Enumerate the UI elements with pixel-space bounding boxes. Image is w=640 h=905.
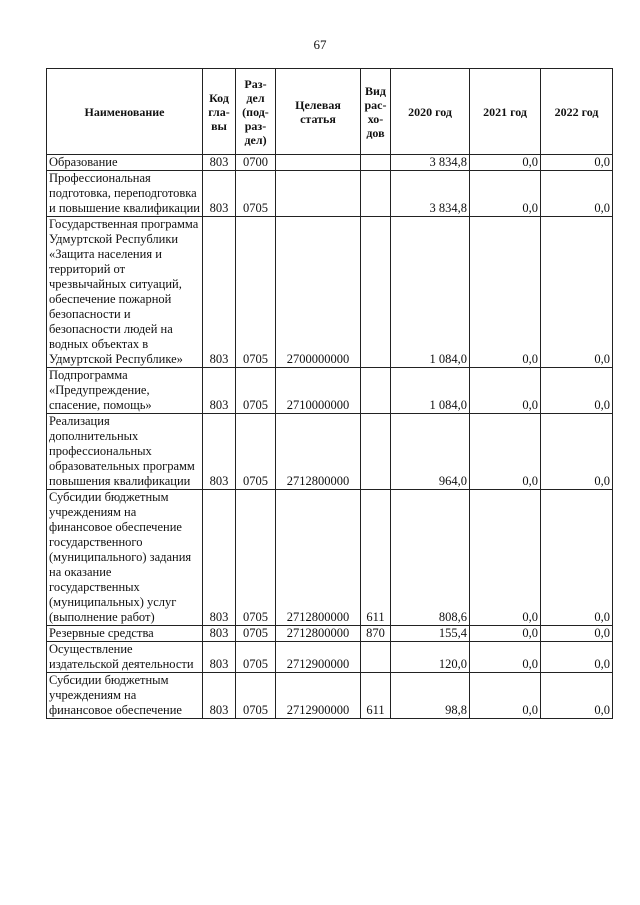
budget-table bbox=[46, 68, 613, 719]
cell-target bbox=[276, 171, 361, 217]
table-row bbox=[47, 217, 613, 368]
cell-section: 0705 bbox=[236, 217, 276, 368]
cell-2022: 0,0 bbox=[541, 673, 613, 719]
cell-2021: 0,0 bbox=[470, 673, 541, 719]
cell-code: 803 bbox=[203, 217, 236, 368]
cell-2021: 0,0 bbox=[470, 171, 541, 217]
cell-target: 2712800000 bbox=[276, 626, 361, 642]
cell-name: Субсидии бюджетным учреждениям на финансовое обеспечение государственного (муниципального) задания на оказание государственных (муниципальных) услуг (выполнение работ) bbox=[47, 490, 203, 626]
cell-target: 2700000000 bbox=[276, 217, 361, 368]
cell-2021: 0,0 bbox=[470, 642, 541, 673]
header-type: Вид рас-хо-дов bbox=[361, 69, 391, 155]
cell-type bbox=[361, 155, 391, 171]
cell-2020: 964,0 bbox=[391, 414, 470, 490]
cell-name: Реализация дополнительных профессиональных образовательных программ повышения квалификации bbox=[47, 414, 203, 490]
cell-target bbox=[276, 155, 361, 171]
table-row bbox=[47, 414, 613, 490]
cell-type: 611 bbox=[361, 490, 391, 626]
cell-section: 0705 bbox=[236, 368, 276, 414]
cell-section: 0705 bbox=[236, 626, 276, 642]
cell-section: 0705 bbox=[236, 673, 276, 719]
cell-2021: 0,0 bbox=[470, 368, 541, 414]
cell-code: 803 bbox=[203, 368, 236, 414]
table-row bbox=[47, 171, 613, 217]
cell-code: 803 bbox=[203, 155, 236, 171]
table-row bbox=[47, 673, 613, 719]
cell-code: 803 bbox=[203, 490, 236, 626]
header-section: Раз-дел (под-раз-дел) bbox=[236, 69, 276, 155]
cell-2021: 0,0 bbox=[470, 626, 541, 642]
header-code: Код гла-вы bbox=[203, 69, 236, 155]
table-row bbox=[47, 155, 613, 171]
table-row bbox=[47, 642, 613, 673]
header-2020: 2020 год bbox=[391, 69, 470, 155]
cell-section: 0705 bbox=[236, 414, 276, 490]
cell-code: 803 bbox=[203, 673, 236, 719]
cell-target: 2712800000 bbox=[276, 414, 361, 490]
cell-2022: 0,0 bbox=[541, 171, 613, 217]
cell-name: Образование bbox=[47, 155, 203, 171]
cell-2020: 98,8 bbox=[391, 673, 470, 719]
cell-type: 611 bbox=[361, 673, 391, 719]
table-row bbox=[47, 368, 613, 414]
cell-name: Резервные средства bbox=[47, 626, 203, 642]
cell-name: Подпрограмма «Предупреждение, спасение, помощь» bbox=[47, 368, 203, 414]
cell-code: 803 bbox=[203, 414, 236, 490]
cell-type bbox=[361, 368, 391, 414]
cell-2020: 155,4 bbox=[391, 626, 470, 642]
cell-name: Осуществление издательской деятельности bbox=[47, 642, 203, 673]
cell-2021: 0,0 bbox=[470, 217, 541, 368]
cell-2021: 0,0 bbox=[470, 155, 541, 171]
cell-2021: 0,0 bbox=[470, 414, 541, 490]
cell-2020: 1 084,0 bbox=[391, 368, 470, 414]
cell-2020: 120,0 bbox=[391, 642, 470, 673]
page-number: 67 bbox=[313, 37, 327, 52]
cell-target: 2712800000 bbox=[276, 490, 361, 626]
cell-2022: 0,0 bbox=[541, 155, 613, 171]
cell-target: 2710000000 bbox=[276, 368, 361, 414]
cell-section: 0705 bbox=[236, 642, 276, 673]
cell-2020: 3 834,8 bbox=[391, 171, 470, 217]
cell-type bbox=[361, 171, 391, 217]
cell-target: 2712900000 bbox=[276, 642, 361, 673]
cell-2020: 3 834,8 bbox=[391, 155, 470, 171]
cell-target: 2712900000 bbox=[276, 673, 361, 719]
cell-2021: 0,0 bbox=[470, 490, 541, 626]
cell-2022: 0,0 bbox=[541, 626, 613, 642]
cell-type bbox=[361, 217, 391, 368]
cell-code: 803 bbox=[203, 626, 236, 642]
cell-2020: 1 084,0 bbox=[391, 217, 470, 368]
cell-name: Субсидии бюджетным учреждениям на финансовое обеспечение bbox=[47, 673, 203, 719]
cell-name: Государственная программа Удмуртской Республики «Защита населения и территорий от чрезвычайных ситуаций, обеспечение пожарной безопасности и безопасности людей на водных объектах в Удмуртской Республике» bbox=[47, 217, 203, 368]
cell-section: 0700 bbox=[236, 155, 276, 171]
cell-type bbox=[361, 414, 391, 490]
cell-2022: 0,0 bbox=[541, 414, 613, 490]
cell-2022: 0,0 bbox=[541, 642, 613, 673]
cell-section: 0705 bbox=[236, 171, 276, 217]
cell-2022: 0,0 bbox=[541, 217, 613, 368]
table-row bbox=[47, 626, 613, 642]
cell-section: 0705 bbox=[236, 490, 276, 626]
header-target: Целевая статья bbox=[276, 69, 361, 155]
table-row bbox=[47, 490, 613, 626]
cell-type: 870 bbox=[361, 626, 391, 642]
header-row bbox=[47, 69, 613, 155]
cell-name: Профессиональная подготовка, переподготовка и повышение квалификации bbox=[47, 171, 203, 217]
cell-2022: 0,0 bbox=[541, 368, 613, 414]
cell-2020: 808,6 bbox=[391, 490, 470, 626]
header-name: Наименование bbox=[47, 69, 203, 155]
header-2022: 2022 год bbox=[541, 69, 613, 155]
cell-code: 803 bbox=[203, 642, 236, 673]
cell-code: 803 bbox=[203, 171, 236, 217]
header-2021: 2021 год bbox=[470, 69, 541, 155]
cell-2022: 0,0 bbox=[541, 490, 613, 626]
cell-type bbox=[361, 642, 391, 673]
